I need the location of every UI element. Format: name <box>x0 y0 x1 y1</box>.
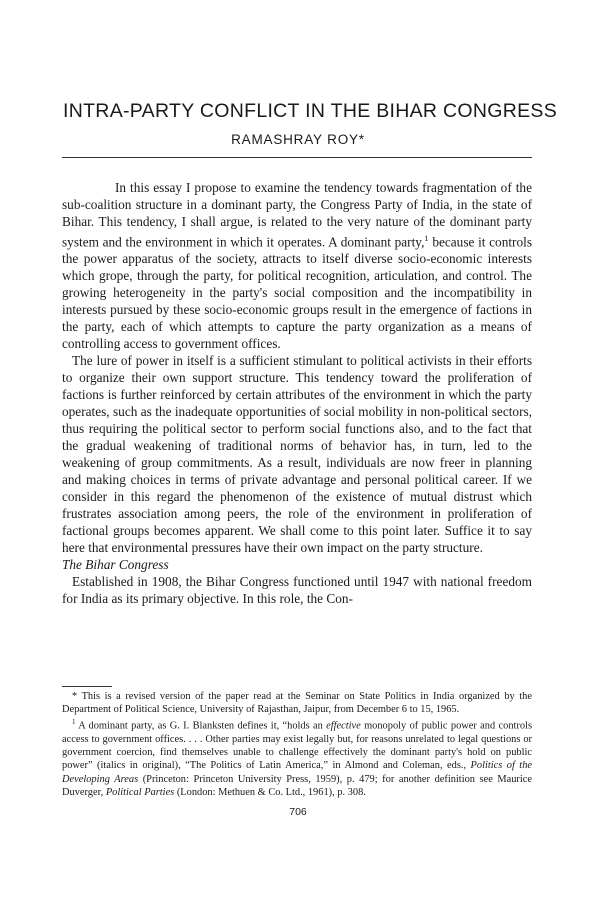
footnote-1-text-b: monopoly of public power and controls access to government offices. . . . Other parties may exist legally but, for reasons unrelated to legal questions or government coercion, find themselves unable to challenge effectively the dominant party's hold on public power” (italics in original), “The Politics of Latin America,” in Almond and Coleman, eds., <box>62 720 532 772</box>
footnote-divider <box>62 686 112 687</box>
section-heading: The Bihar Congress <box>62 557 169 573</box>
footnote-1-text-d: (London: Methuen & Co. Ltd., 1961), p. 308. <box>174 786 366 798</box>
paragraph-1 <box>62 179 532 352</box>
footnote-1-italic-b: Politics of the Developing Areas <box>62 760 533 785</box>
paragraph-3: Established in 1908, the Bihar Congress functioned until 1947 with national freedom for India as its primary objective. In this role, the Con- <box>62 574 532 607</box>
footnote-star: * This is a revised version of the paper read at the Seminar on State Politics in India organized by the Department of Political Science, University of Rajasthan, Jaipur, from December 6 to 15, 1965. <box>62 691 532 716</box>
article-body <box>62 179 532 607</box>
footnote-1-text-c: (Princeton: Princeton University Press, 1959), p. 479; for another definition see Maurice Duverger, <box>62 773 532 798</box>
title-divider <box>62 157 532 158</box>
footnote-1-italic-c: Political Parties <box>105 786 175 798</box>
footnote-ref-1: 1 <box>424 233 429 243</box>
footnotes <box>62 690 532 799</box>
author-name: RAMASHRAY ROY* <box>231 132 365 147</box>
footnote-1 <box>62 716 532 799</box>
paragraph-1-text-a: In this essay I propose to examine the tendency towards fragmentation of the sub-coalition structure in a dominant party, the Congress Party of India, in the state of Bihar. This tendency, I shall argue, is related to the very nature of the dominant party system and the environment in which it operates. A dominant party, <box>62 180 532 250</box>
article-title: INTRA-PARTY CONFLICT IN THE BIHAR CONGRESS <box>63 100 558 122</box>
paragraph-2: The lure of power in itself is a sufficient stimulant to political activists in their efforts to organize their own support structure. This tendency toward the proliferation of factions is further reinforced by certain attributes of the environment in which the party operates, such as the inadequate opportunities of social mobility in non-political sectors, thus requiring the political sector to perform social functions also, and to the fact that the gradual weakening of traditional norms of behavior has, in turn, led to the weakening of group commitments. As a result, individuals are now freer in planning and making choices in terms of private advantage and personal political career. If we consider in this regard the phenomenon of the existence of mutual distrust which frustrates association among peers, the role of the environment in proliferation of factional groups becomes apparent. We shall come to this point later. Suffice it to say here that environmental pressures have their own impact on the party structure. <box>62 353 532 556</box>
footnote-1-text-a: A dominant party, as G. I. Blanksten defines it, “holds an <box>75 720 327 732</box>
page-number: 706 <box>289 806 307 818</box>
footnote-1-italic-a: effective <box>326 720 361 732</box>
footnote-1-number: 1 <box>72 718 76 727</box>
paragraph-1-text-b: because it controls the power apparatus of the society, attracts to itself diverse socio-economic interests which grope, through the party, for political recognition, articulation, and control. The growing heterogeneity in the party's social composition and the incompatibility in interests pursued by these socio-economic groups result in the emergence of factions in the party, each of which attempts to capture the party organization as a means of controlling access to government offices. <box>62 234 532 352</box>
